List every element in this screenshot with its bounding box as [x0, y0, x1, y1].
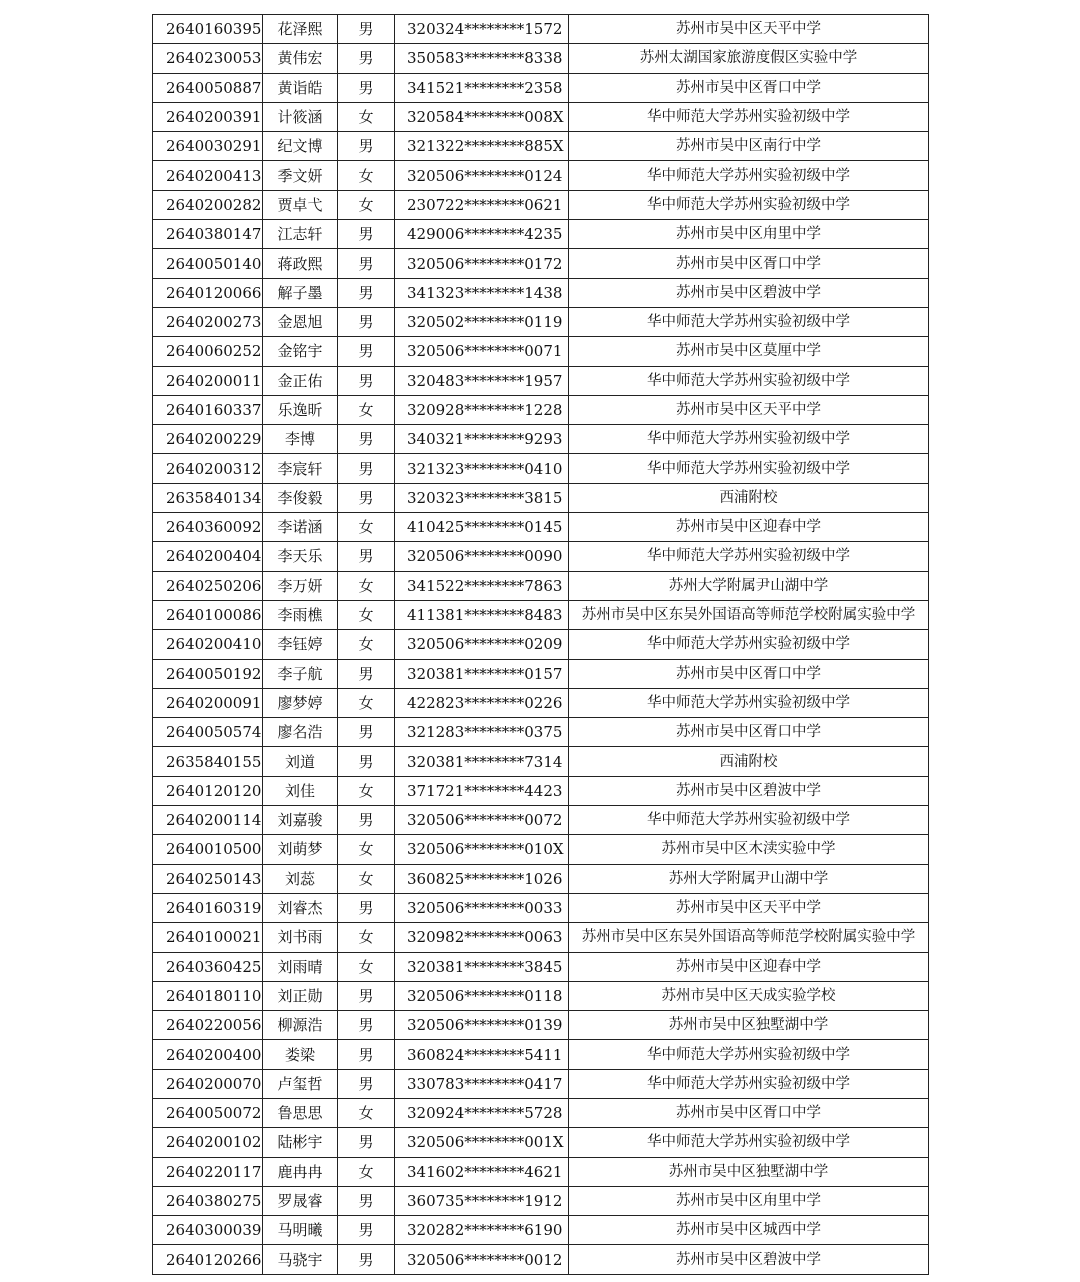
gender-cell: 男 [338, 366, 395, 395]
school-cell: 苏州市吴中区天平中学 [569, 893, 929, 922]
school-cell: 苏州市吴中区天成实验学校 [569, 981, 929, 1010]
exam-number-cell: 2640220117 [153, 1157, 263, 1186]
id-card-cell: 321322********885X [395, 132, 569, 161]
exam-number-cell: 2640200114 [153, 806, 263, 835]
gender-cell: 男 [338, 278, 395, 307]
student-name-cell: 刘正勋 [263, 981, 338, 1010]
school-cell: 华中师范大学苏州实验初级中学 [569, 630, 929, 659]
id-card-cell: 320506********0172 [395, 249, 569, 278]
gender-cell: 男 [338, 307, 395, 336]
school-cell: 华中师范大学苏州实验初级中学 [569, 806, 929, 835]
exam-number-cell: 2640200229 [153, 425, 263, 454]
exam-number-cell: 2640160395 [153, 15, 263, 44]
student-name-cell: 李钰婷 [263, 630, 338, 659]
student-name-cell: 陆彬宇 [263, 1128, 338, 1157]
school-cell: 华中师范大学苏州实验初级中学 [569, 190, 929, 219]
exam-number-cell: 2640200400 [153, 1040, 263, 1069]
gender-cell: 男 [338, 249, 395, 278]
school-cell: 苏州市吴中区碧波中学 [569, 1245, 929, 1274]
student-name-cell: 马明曦 [263, 1216, 338, 1245]
exam-number-cell: 2640200282 [153, 190, 263, 219]
table-row [153, 249, 929, 278]
school-cell: 华中师范大学苏州实验初级中学 [569, 542, 929, 571]
school-cell: 苏州市吴中区南行中学 [569, 132, 929, 161]
id-card-cell: 320928********1228 [395, 395, 569, 424]
id-card-cell: 410425********0145 [395, 513, 569, 542]
id-card-cell: 320506********0071 [395, 337, 569, 366]
gender-cell: 男 [338, 1245, 395, 1274]
school-cell: 苏州市吴中区胥口中学 [569, 1098, 929, 1127]
id-card-cell: 320506********0124 [395, 161, 569, 190]
table-row [153, 132, 929, 161]
gender-cell: 男 [338, 483, 395, 512]
table-row [153, 483, 929, 512]
table-row [153, 718, 929, 747]
student-name-cell: 江志轩 [263, 220, 338, 249]
id-card-cell: 320323********3815 [395, 483, 569, 512]
table-row [153, 659, 929, 688]
table-row [153, 806, 929, 835]
student-name-cell: 金正佑 [263, 366, 338, 395]
gender-cell: 女 [338, 630, 395, 659]
table-row [153, 688, 929, 717]
id-card-cell: 341602********4621 [395, 1157, 569, 1186]
school-cell: 苏州市吴中区胥口中学 [569, 73, 929, 102]
exam-number-cell: 2640050574 [153, 718, 263, 747]
student-name-cell: 刘道 [263, 747, 338, 776]
gender-cell: 男 [338, 1128, 395, 1157]
gender-cell: 男 [338, 454, 395, 483]
school-cell: 苏州大学附属尹山湖中学 [569, 864, 929, 893]
table-row [153, 1098, 929, 1127]
student-name-cell: 乐逸昕 [263, 395, 338, 424]
gender-cell: 女 [338, 571, 395, 600]
school-cell: 华中师范大学苏州实验初级中学 [569, 425, 929, 454]
school-cell: 苏州市吴中区甪里中学 [569, 220, 929, 249]
id-card-cell: 371721********4423 [395, 776, 569, 805]
student-name-cell: 纪文博 [263, 132, 338, 161]
exam-number-cell: 2640200273 [153, 307, 263, 336]
table-row [153, 278, 929, 307]
id-card-cell: 320506********0118 [395, 981, 569, 1010]
school-cell: 西浦附校 [569, 483, 929, 512]
school-cell: 苏州市吴中区胥口中学 [569, 249, 929, 278]
school-cell: 苏州大学附属尹山湖中学 [569, 571, 929, 600]
exam-number-cell: 2640100086 [153, 600, 263, 629]
id-card-cell: 360735********1912 [395, 1186, 569, 1215]
table-row [153, 1245, 929, 1274]
school-cell: 苏州市吴中区碧波中学 [569, 278, 929, 307]
gender-cell: 女 [338, 835, 395, 864]
school-cell: 华中师范大学苏州实验初级中学 [569, 102, 929, 131]
gender-cell: 男 [338, 15, 395, 44]
table-row [153, 15, 929, 44]
id-card-cell: 320381********7314 [395, 747, 569, 776]
id-card-cell: 320506********001X [395, 1128, 569, 1157]
table-row [153, 952, 929, 981]
exam-number-cell: 2635840155 [153, 747, 263, 776]
student-name-cell: 李子航 [263, 659, 338, 688]
gender-cell: 女 [338, 102, 395, 131]
exam-number-cell: 2640200410 [153, 630, 263, 659]
student-name-cell: 李诺涵 [263, 513, 338, 542]
exam-number-cell: 2640060252 [153, 337, 263, 366]
student-name-cell: 花泽熙 [263, 15, 338, 44]
table-row [153, 1216, 929, 1245]
student-name-cell: 刘雨晴 [263, 952, 338, 981]
id-card-cell: 411381********8483 [395, 600, 569, 629]
school-cell: 苏州市吴中区胥口中学 [569, 718, 929, 747]
school-cell: 华中师范大学苏州实验初级中学 [569, 1069, 929, 1098]
gender-cell: 男 [338, 1011, 395, 1040]
table-row [153, 923, 929, 952]
table-row [153, 307, 929, 336]
gender-cell: 男 [338, 1186, 395, 1215]
table-row [153, 190, 929, 219]
id-card-cell: 320506********0090 [395, 542, 569, 571]
id-card-cell: 320506********010X [395, 835, 569, 864]
student-name-cell: 柳源浩 [263, 1011, 338, 1040]
student-name-cell: 李宸轩 [263, 454, 338, 483]
school-cell: 苏州太湖国家旅游度假区实验中学 [569, 44, 929, 73]
id-card-cell: 330783********0417 [395, 1069, 569, 1098]
exam-number-cell: 2640160319 [153, 893, 263, 922]
gender-cell: 男 [338, 806, 395, 835]
table-row [153, 1069, 929, 1098]
exam-number-cell: 2640100021 [153, 923, 263, 952]
gender-cell: 女 [338, 923, 395, 952]
exam-number-cell: 2640300039 [153, 1216, 263, 1245]
id-card-cell: 360824********5411 [395, 1040, 569, 1069]
table-row [153, 1157, 929, 1186]
table-row [153, 220, 929, 249]
student-name-cell: 李万妍 [263, 571, 338, 600]
gender-cell: 男 [338, 542, 395, 571]
student-name-cell: 蒋政熙 [263, 249, 338, 278]
exam-number-cell: 2640200011 [153, 366, 263, 395]
id-card-cell: 320282********6190 [395, 1216, 569, 1245]
school-cell: 苏州市吴中区独墅湖中学 [569, 1157, 929, 1186]
exam-number-cell: 2640380147 [153, 220, 263, 249]
school-cell: 苏州市吴中区东吴外国语高等师范学校附属实验中学 [569, 600, 929, 629]
gender-cell: 男 [338, 220, 395, 249]
school-cell: 苏州市吴中区莫厘中学 [569, 337, 929, 366]
school-cell: 苏州市吴中区甪里中学 [569, 1186, 929, 1215]
exam-number-cell: 2640200391 [153, 102, 263, 131]
exam-number-cell: 2640250206 [153, 571, 263, 600]
table-row [153, 600, 929, 629]
exam-number-cell: 2640030291 [153, 132, 263, 161]
school-cell: 华中师范大学苏州实验初级中学 [569, 1128, 929, 1157]
gender-cell: 男 [338, 659, 395, 688]
exam-number-cell: 2640050887 [153, 73, 263, 102]
exam-number-cell: 2640220056 [153, 1011, 263, 1040]
student-name-cell: 黄诣皓 [263, 73, 338, 102]
student-name-cell: 刘书雨 [263, 923, 338, 952]
student-name-cell: 金恩旭 [263, 307, 338, 336]
id-card-cell: 320483********1957 [395, 366, 569, 395]
gender-cell: 男 [338, 132, 395, 161]
id-card-cell: 341323********1438 [395, 278, 569, 307]
school-cell: 华中师范大学苏州实验初级中学 [569, 307, 929, 336]
table-row [153, 44, 929, 73]
student-name-cell: 刘睿杰 [263, 893, 338, 922]
gender-cell: 女 [338, 1098, 395, 1127]
gender-cell: 男 [338, 718, 395, 747]
school-cell: 苏州市吴中区东吴外国语高等师范学校附属实验中学 [569, 923, 929, 952]
student-name-cell: 卢玺哲 [263, 1069, 338, 1098]
id-card-cell: 340321********9293 [395, 425, 569, 454]
student-name-cell: 廖梦婷 [263, 688, 338, 717]
id-card-cell: 320584********008X [395, 102, 569, 131]
gender-cell: 女 [338, 190, 395, 219]
table-row [153, 835, 929, 864]
id-card-cell: 320506********0139 [395, 1011, 569, 1040]
gender-cell: 男 [338, 1216, 395, 1245]
school-cell: 苏州市吴中区胥口中学 [569, 659, 929, 688]
exam-number-cell: 2640010500 [153, 835, 263, 864]
exam-number-cell: 2640230053 [153, 44, 263, 73]
student-name-cell: 刘嘉骏 [263, 806, 338, 835]
exam-number-cell: 2640160337 [153, 395, 263, 424]
table-row [153, 1128, 929, 1157]
table-row [153, 1040, 929, 1069]
id-card-cell: 320381********0157 [395, 659, 569, 688]
table-row [153, 395, 929, 424]
id-card-cell: 320506********0209 [395, 630, 569, 659]
table-row [153, 1011, 929, 1040]
id-card-cell: 320324********1572 [395, 15, 569, 44]
table-row [153, 776, 929, 805]
id-card-cell: 320506********0012 [395, 1245, 569, 1274]
student-name-cell: 娄梁 [263, 1040, 338, 1069]
table-row [153, 1186, 929, 1215]
gender-cell: 女 [338, 395, 395, 424]
gender-cell: 男 [338, 44, 395, 73]
exam-number-cell: 2640200091 [153, 688, 263, 717]
school-cell: 华中师范大学苏州实验初级中学 [569, 366, 929, 395]
table-row [153, 102, 929, 131]
table-row [153, 425, 929, 454]
student-name-cell: 贾卓弋 [263, 190, 338, 219]
gender-cell: 女 [338, 952, 395, 981]
school-cell: 苏州市吴中区木渎实验中学 [569, 835, 929, 864]
student-name-cell: 计筱涵 [263, 102, 338, 131]
gender-cell: 男 [338, 981, 395, 1010]
id-card-cell: 350583********8338 [395, 44, 569, 73]
student-name-cell: 刘蕊 [263, 864, 338, 893]
exam-number-cell: 2640360092 [153, 513, 263, 542]
school-cell: 苏州市吴中区迎春中学 [569, 513, 929, 542]
school-cell: 苏州市吴中区城西中学 [569, 1216, 929, 1245]
gender-cell: 男 [338, 747, 395, 776]
exam-number-cell: 2640120120 [153, 776, 263, 805]
table-row [153, 747, 929, 776]
table-row [153, 366, 929, 395]
id-card-cell: 320381********3845 [395, 952, 569, 981]
id-card-cell: 321283********0375 [395, 718, 569, 747]
gender-cell: 女 [338, 161, 395, 190]
id-card-cell: 341522********7863 [395, 571, 569, 600]
id-card-cell: 320982********0063 [395, 923, 569, 952]
student-name-cell: 刘萌梦 [263, 835, 338, 864]
table-row [153, 630, 929, 659]
table-row [153, 571, 929, 600]
student-name-cell: 刘佳 [263, 776, 338, 805]
id-card-cell: 320502********0119 [395, 307, 569, 336]
gender-cell: 女 [338, 600, 395, 629]
exam-number-cell: 2640120266 [153, 1245, 263, 1274]
school-cell: 华中师范大学苏州实验初级中学 [569, 1040, 929, 1069]
table-row [153, 893, 929, 922]
exam-number-cell: 2640200413 [153, 161, 263, 190]
exam-number-cell: 2640200312 [153, 454, 263, 483]
gender-cell: 女 [338, 513, 395, 542]
school-cell: 苏州市吴中区迎春中学 [569, 952, 929, 981]
exam-number-cell: 2640200102 [153, 1128, 263, 1157]
exam-number-cell: 2640360425 [153, 952, 263, 981]
exam-number-cell: 2640050072 [153, 1098, 263, 1127]
exam-number-cell: 2640050192 [153, 659, 263, 688]
gender-cell: 女 [338, 1157, 395, 1186]
exam-number-cell: 2640380275 [153, 1186, 263, 1215]
gender-cell: 男 [338, 1040, 395, 1069]
school-cell: 华中师范大学苏州实验初级中学 [569, 161, 929, 190]
school-cell: 华中师范大学苏州实验初级中学 [569, 688, 929, 717]
table-row [153, 161, 929, 190]
student-name-cell: 李博 [263, 425, 338, 454]
student-name-cell: 李雨樵 [263, 600, 338, 629]
exam-number-cell: 2640200070 [153, 1069, 263, 1098]
student-name-cell: 鲁思思 [263, 1098, 338, 1127]
id-card-cell: 360825********1026 [395, 864, 569, 893]
table-row [153, 981, 929, 1010]
gender-cell: 男 [338, 425, 395, 454]
id-card-cell: 320506********0072 [395, 806, 569, 835]
school-cell: 苏州市吴中区独墅湖中学 [569, 1011, 929, 1040]
school-cell: 苏州市吴中区碧波中学 [569, 776, 929, 805]
table-row [153, 337, 929, 366]
table-row [153, 542, 929, 571]
table-row [153, 454, 929, 483]
student-name-cell: 李俊毅 [263, 483, 338, 512]
student-name-cell: 罗晟睿 [263, 1186, 338, 1215]
id-card-cell: 320924********5728 [395, 1098, 569, 1127]
student-name-cell: 李天乐 [263, 542, 338, 571]
id-card-cell: 230722********0621 [395, 190, 569, 219]
id-card-cell: 321323********0410 [395, 454, 569, 483]
table-row [153, 73, 929, 102]
id-card-cell: 320506********0033 [395, 893, 569, 922]
id-card-cell: 341521********2358 [395, 73, 569, 102]
gender-cell: 男 [338, 893, 395, 922]
exam-number-cell: 2635840134 [153, 483, 263, 512]
table-body [153, 15, 929, 1275]
exam-number-cell: 2640120066 [153, 278, 263, 307]
student-name-cell: 马骁宇 [263, 1245, 338, 1274]
gender-cell: 男 [338, 73, 395, 102]
gender-cell: 女 [338, 688, 395, 717]
gender-cell: 男 [338, 337, 395, 366]
table-row [153, 864, 929, 893]
table-row [153, 513, 929, 542]
school-cell: 苏州市吴中区天平中学 [569, 15, 929, 44]
student-name-cell: 季文妍 [263, 161, 338, 190]
exam-number-cell: 2640250143 [153, 864, 263, 893]
gender-cell: 男 [338, 1069, 395, 1098]
school-cell: 华中师范大学苏州实验初级中学 [569, 454, 929, 483]
id-card-cell: 429006********4235 [395, 220, 569, 249]
school-cell: 苏州市吴中区天平中学 [569, 395, 929, 424]
gender-cell: 女 [338, 776, 395, 805]
student-list-table [152, 14, 929, 1275]
exam-number-cell: 2640200404 [153, 542, 263, 571]
gender-cell: 女 [338, 864, 395, 893]
exam-number-cell: 2640050140 [153, 249, 263, 278]
exam-number-cell: 2640180110 [153, 981, 263, 1010]
school-cell: 西浦附校 [569, 747, 929, 776]
student-name-cell: 廖名浩 [263, 718, 338, 747]
student-name-cell: 鹿冉冉 [263, 1157, 338, 1186]
student-name-cell: 解子墨 [263, 278, 338, 307]
student-name-cell: 金铭宇 [263, 337, 338, 366]
id-card-cell: 422823********0226 [395, 688, 569, 717]
student-name-cell: 黄伟宏 [263, 44, 338, 73]
